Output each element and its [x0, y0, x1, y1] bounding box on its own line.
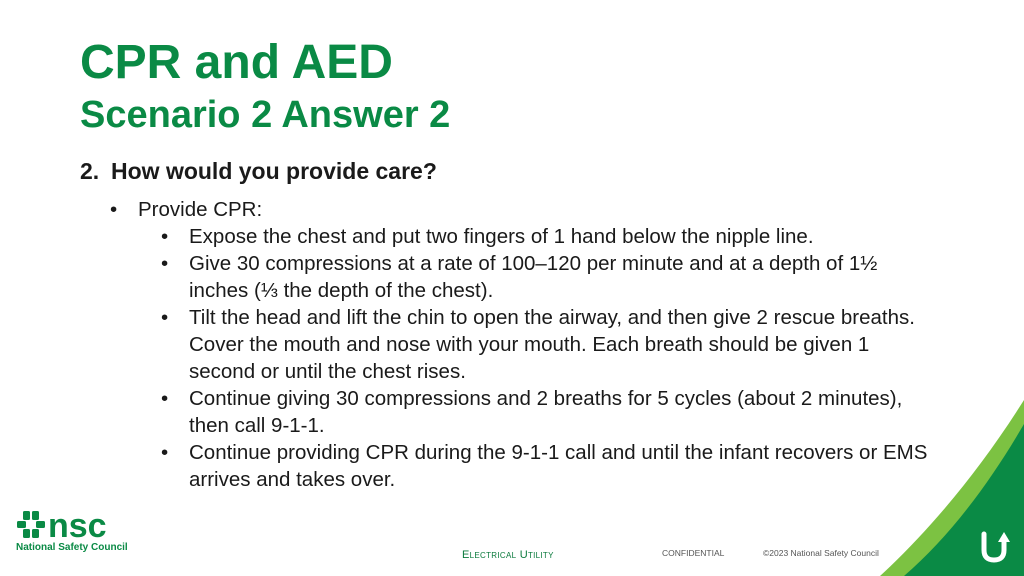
sub-list-item-text: Continue providing CPR during the 9-1-1 call and until the infant recovers or EMS arrives and takes over.: [189, 441, 928, 491]
footer-copyright: ©2023 National Safety Council: [763, 548, 879, 558]
nsc-logo: [16, 508, 136, 556]
corner-swoosh-graphic: [860, 400, 1024, 576]
sub-list-item: [161, 385, 940, 439]
sub-list-item: [161, 223, 940, 250]
cross-icon: [17, 511, 45, 538]
slide-title: CPR and AED: [80, 36, 393, 89]
bullet: •: [161, 441, 169, 464]
answer-list: [110, 196, 940, 493]
sub-list-item-text: Continue giving 30 compressions and 2 breaths for 5 cycles (about 2 minutes), then call 9-1-1.: [189, 387, 903, 437]
sub-list-item-text: Expose the chest and put two fingers of 1 hand below the nipple line.: [189, 225, 814, 248]
slide-subtitle: Scenario 2 Answer 2: [80, 94, 451, 136]
bullet: •: [161, 252, 169, 275]
question-number: 2.: [80, 158, 100, 184]
logo-name: National Safety Council: [16, 542, 128, 553]
footer-confidential: CONFIDENTIAL: [662, 548, 725, 558]
logo-wordmark: nsc: [48, 508, 107, 542]
list-item-text: Provide CPR:: [138, 198, 263, 221]
sub-list-item: [161, 304, 940, 385]
sub-list-item-text: Tilt the head and lift the chin to open the airway, and then give 2 rescue breaths. Cover the mouth and nose with your mouth. Each breath should be given 1 second or until the chest rises.: [189, 306, 915, 383]
sub-list-item-text: Give 30 compressions at a rate of 100–120 per minute and at a depth of 1½ inches (⅓ the depth of the chest).: [189, 252, 878, 302]
footer-center-label: Electrical Utility: [462, 549, 554, 561]
bullet: •: [110, 198, 118, 221]
sub-list-item: [161, 439, 940, 493]
sub-list-item: [161, 250, 940, 304]
nsc-logo-mark: [16, 508, 136, 542]
list-item: [110, 196, 940, 223]
question: [80, 157, 437, 185]
bullet: •: [161, 225, 169, 248]
bullet: •: [161, 306, 169, 329]
bullet: •: [161, 387, 169, 410]
question-text: How would you provide care?: [111, 158, 437, 184]
